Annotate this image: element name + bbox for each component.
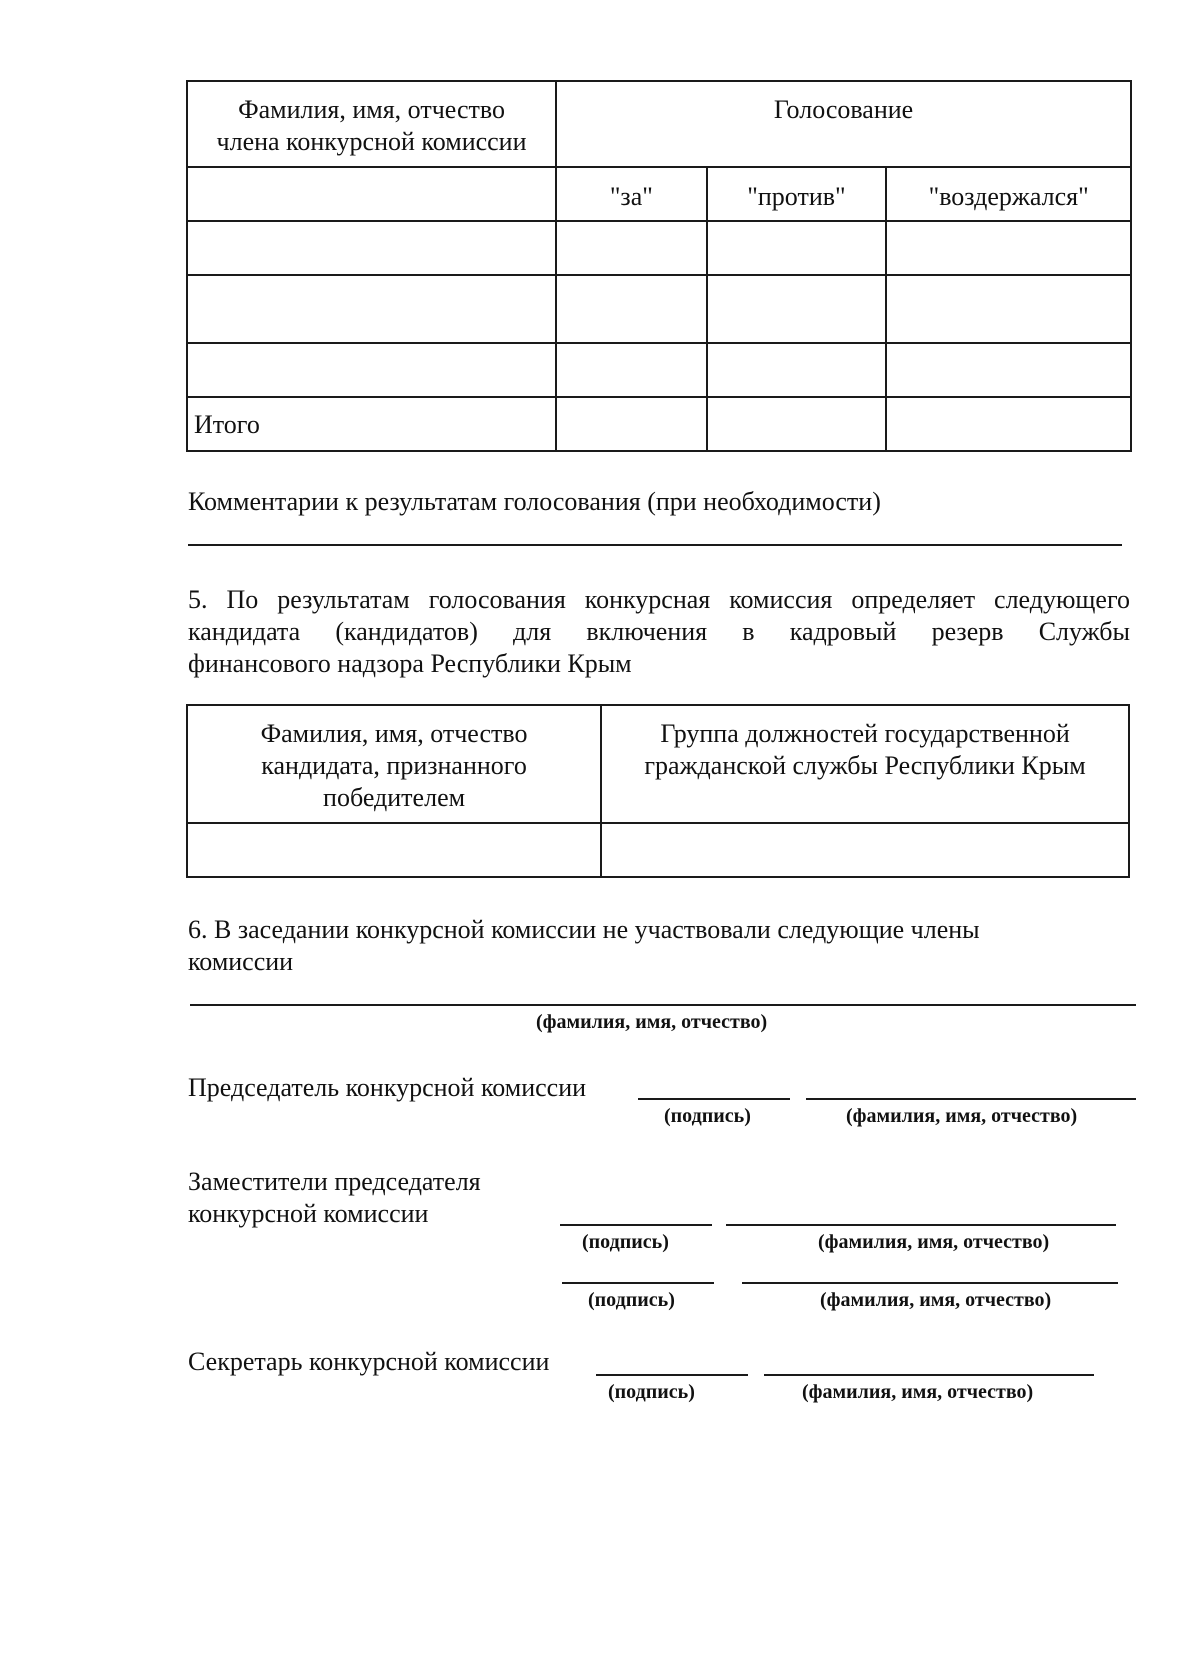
section6-line1: 6. В заседании конкурсной комиссии не участвовали следующие члены — [188, 915, 980, 944]
absent-members-line — [190, 1004, 1136, 1006]
voting-header — [556, 81, 1131, 167]
position-group-header-line1: Группа должностей государственной — [660, 719, 1070, 748]
vote-for-header: "за" — [556, 167, 707, 221]
table-row — [187, 823, 1129, 877]
comments-label: Комментарии к результатам голосования (при необходимости) — [188, 487, 881, 516]
chairman-name-line — [806, 1098, 1136, 1100]
winner-name-header — [187, 705, 601, 823]
member-name-header-line2: члена конкурсной комиссии — [216, 127, 527, 156]
section6-line2: комиссии — [188, 947, 294, 976]
table-row — [187, 343, 1131, 397]
deputy1-name-line — [726, 1224, 1116, 1226]
winner-name-header-line1: Фамилия, имя, отчество — [260, 719, 528, 748]
section5-line2: кандидата (кандидатов) для включения в кадровый резерв Службы — [188, 617, 1130, 646]
position-group-header-line2: гражданской службы Республики Крым — [644, 751, 1086, 780]
winner-table — [186, 704, 1130, 878]
member-name-header-line1: Фамилия, имя, отчество — [238, 95, 505, 124]
deputy2-signature-line — [562, 1282, 714, 1284]
voting-header-label: Голосование — [773, 95, 914, 124]
chairman-signature-line — [638, 1098, 790, 1100]
chairman-label: Председатель конкурсной комиссии — [188, 1073, 587, 1102]
comments-underline — [188, 544, 1122, 546]
winner-name-header-line2: кандидата, признанного — [261, 751, 527, 780]
total-label: Итого — [187, 397, 556, 451]
deputies-label-line2: конкурсной комиссии — [188, 1199, 429, 1228]
section5-line3: финансового надзора Республики Крым — [188, 649, 632, 678]
secretary-signature-caption: (подпись) — [608, 1381, 695, 1403]
secretary-label: Секретарь конкурсной комиссии — [188, 1347, 550, 1376]
secretary-name-line — [764, 1374, 1094, 1376]
vote-against-header: "против" — [707, 167, 887, 221]
chairman-signature-caption: (подпись) — [664, 1105, 751, 1127]
deputies-label — [188, 1166, 481, 1230]
secretary-signature-line — [596, 1374, 748, 1376]
section5-line1: 5. По результатам голосования конкурсная комиссия определяет следующего — [188, 585, 1130, 614]
deputy1-signature-line — [560, 1224, 712, 1226]
member-name-header — [187, 81, 556, 167]
table-row — [187, 275, 1131, 343]
total-row — [187, 397, 1131, 451]
deputy2-name-line — [742, 1282, 1118, 1284]
absent-members-caption: (фамилия, имя, отчество) — [536, 1011, 768, 1033]
chairman-name-caption: (фамилия, имя, отчество) — [846, 1105, 1078, 1127]
deputy2-signature-caption: (подпись) — [588, 1289, 675, 1311]
section5-paragraph — [188, 584, 1130, 680]
deputy2-name-caption: (фамилия, имя, отчество) — [820, 1289, 1052, 1311]
secretary-name-caption: (фамилия, имя, отчество) — [802, 1381, 1034, 1403]
voting-table-blank-cell — [187, 167, 556, 221]
deputies-label-line1: Заместители председателя — [188, 1167, 481, 1196]
deputy1-signature-caption: (подпись) — [582, 1231, 669, 1253]
winner-name-header-line3: победителем — [323, 783, 466, 812]
deputy1-name-caption: (фамилия, имя, отчество) — [818, 1231, 1050, 1253]
position-group-header — [601, 705, 1129, 823]
vote-abstained-header: "воздержался" — [886, 167, 1131, 221]
table-row — [187, 221, 1131, 275]
section6-paragraph — [188, 914, 1088, 978]
voting-table — [186, 80, 1132, 452]
